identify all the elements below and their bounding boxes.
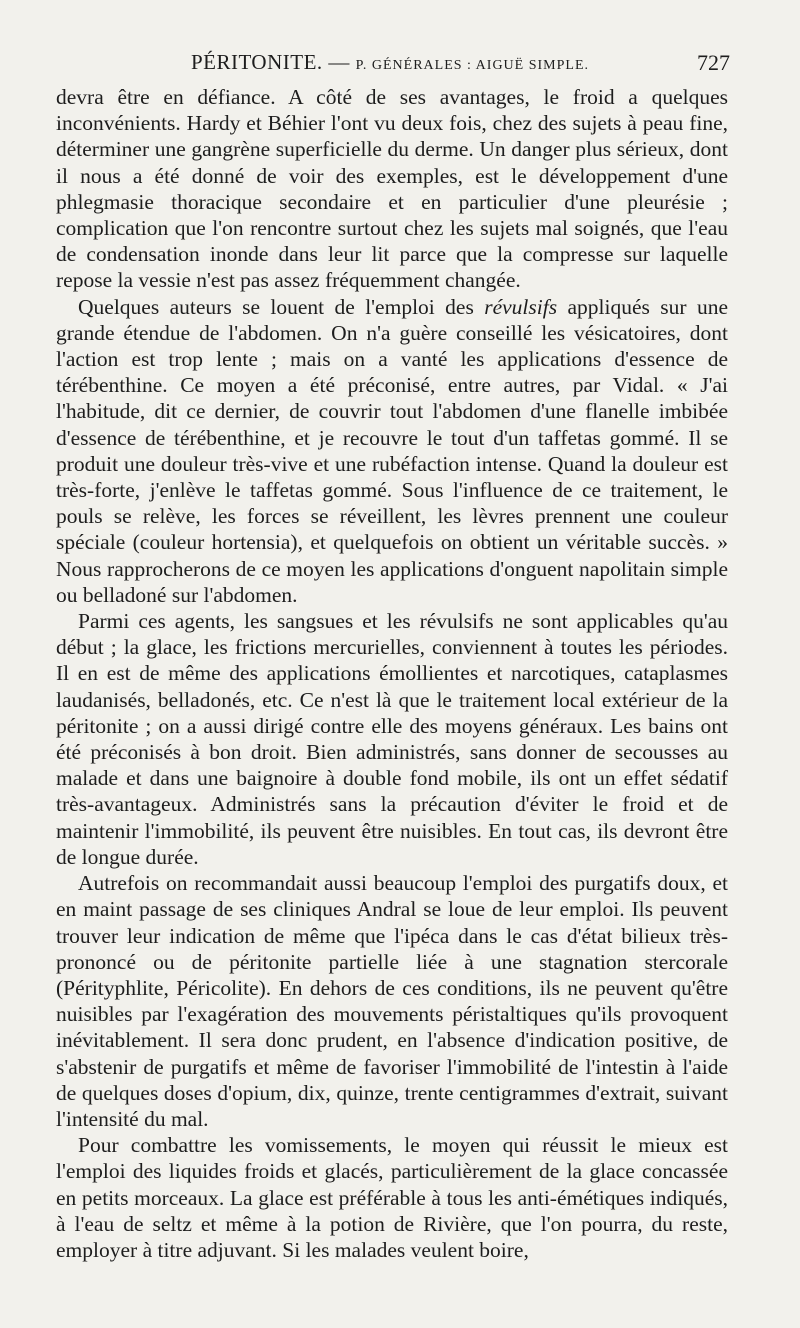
running-title-main: PÉRITONITE. (190, 50, 323, 74)
paragraph-4: Autrefois on recommandait aussi beaucoup l'emploi des purgatifs doux, et en maint passage de ses cliniques Andral se loue de leur emploi. Ils peuvent trouver leur indication de même que l'ipéca dans le cas d'état bilieux très-prononcé ou de péritonite partielle liée à une stagnation stercorale (Pérityphlite, Péricolite). En dehors de ces conditions, ils ne peuvent qu'être nuisibles par l'exagération des mouvements péristaltiques qu'ils provoquent inévitablement. Il sera donc prudent, en l'absence d'indication positive, de s'abstenir de purgatifs et même de favoriser l'immobilité de l'intestin à l'aide de quelques doses d'opium, dix, quinze, trente centigrammes d'extrait, suivant l'intensité du mal. (56, 871, 728, 1131)
running-title-dash: — (322, 50, 356, 74)
running-title (50, 50, 730, 75)
paragraph-2-emphasis: révulsifs (484, 294, 558, 319)
paragraph-2 (56, 294, 728, 608)
paragraph-3: Parmi ces agents, les sangsues et les révulsifs ne sont applicables qu'au début ; la glace, les frictions mercurielles, conviennent à toutes les périodes. Il en est de même des applications émollientes et narcotiques, cataplasmes laudanisés, belladonés, etc. Ce n'est là que le traitement local extérieur de la péritonite ; on a aussi dirigé contre elle des moyens généraux. Les bains ont été préconisés à bon droit. Bien administrés, sans donner de secousses au malade et dans une baignoire à double fond mobile, ils ont un effet sédatif très-avantageux. Administrés sans la précaution d'éviter le froid et de maintenir l'immobilité, ils peuvent être nuisibles. En tout cas, ils devront être de longue durée. (56, 609, 728, 869)
body-text (56, 84, 728, 1263)
paragraph-5: Pour combattre les vomissements, le moyen qui réussit le mieux est l'emploi des liquides froids et glacés, particulièrement de la glace concassée en petits morceaux. La glace est préférable à tous les anti-émétiques indiqués, à l'eau de seltz et même à la potion de Rivière, que l'on pourra, du reste, employer à titre adjuvant. Si les malades veulent boire, (56, 1133, 728, 1262)
page-number: 727 (697, 50, 730, 75)
paragraph-1: devra être en défiance. A côté de ses avantages, le froid a quelques inconvénients. Hardy et Béhier l'ont vu deux fois, chez des sujets à peau fine, déterminer une gangrène superficielle du derme. Un danger plus sérieux, dont il nous a été donné de voir des exemples, est le développement d'une phlegmasie thoracique secondaire et en particulier d'une pleurésie ; complication que l'on rencontre surtout chez les sujets mal soignés, que l'eau de condensation inonde dans leur lit parce que la compresse sur laquelle repose la vessie n'est pas assez fréquemment changée. (56, 85, 728, 293)
paragraph-2-post: appliqués sur une grande étendue de l'abdomen. On n'a guère conseillé les vésicatoires, dont l'action est trop lente ; mais on a vanté les applications d'essence de térébenthine. Ce moyen a été préconisé, entre autres, par Vidal. « J'ai l'habitude, dit ce dernier, de couvrir tout l'abdomen d'une flanelle imbibée d'essence de térébenthine, et je recouvre le tout d'un taffetas gommé. Il se produit une douleur très-vive et une rubéfaction intense. Quand la douleur est très-forte, j'enlève le taffetas gommé. Sous l'influence de ce traitement, le pouls se relève, les forces se réveillent, les lèvres prennent une couleur spéciale (couleur hortensia), et quelquefois on obtient un véritable succès. » Nous rapprocherons de ce moyen les applications d'onguent napolitain simple ou belladoné sur l'abdomen. (56, 294, 729, 607)
paragraph-2-pre: Quelques auteurs se louent de l'emploi des (78, 294, 485, 319)
running-header (50, 50, 730, 80)
running-title-sub: P. GÉNÉRALES : AIGUË SIMPLE. (355, 58, 590, 73)
